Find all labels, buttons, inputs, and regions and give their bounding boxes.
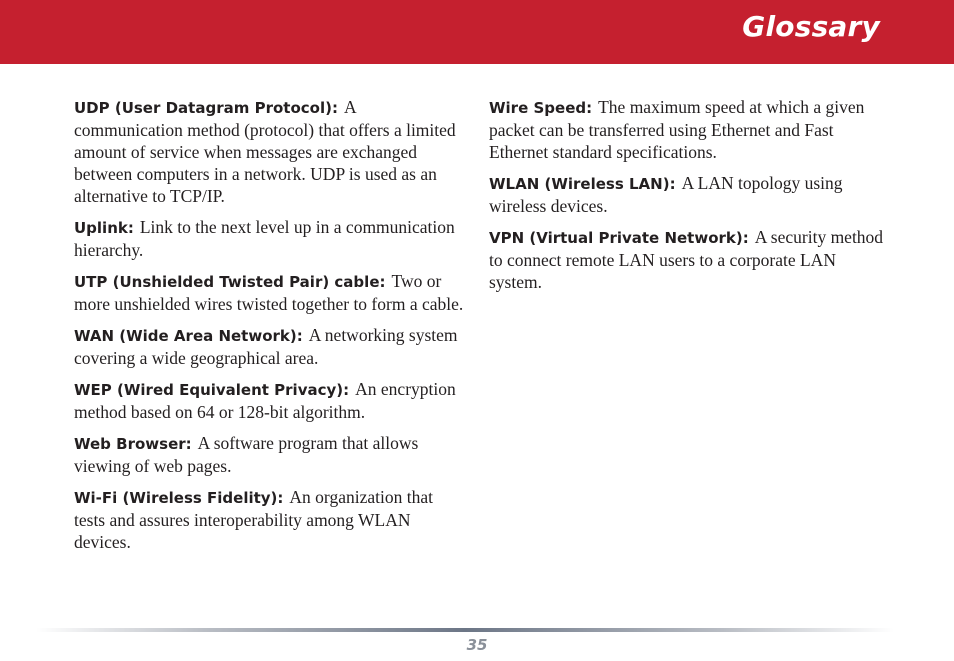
page-title: Glossary [742,10,880,43]
glossary-definition: A security method to connect remote LAN users to a corporate LAN system. [489,227,884,292]
glossary-definition: A networking system covering a wide geographical area. [74,325,458,368]
glossary-definition: A software program that allows viewing of web pages. [74,433,419,476]
glossary-term: Uplink: [74,219,134,237]
glossary-definition: An encryption method based on 64 or 128-bit algorithm. [74,379,456,422]
glossary-entry-wlan [489,172,884,217]
glossary-entry-wi-fi [74,486,466,553]
page-number: 35 [466,636,488,654]
glossary-term: UTP (Unshielded Twisted Pair) cable: [74,273,386,291]
glossary-entry-uplink [74,216,466,261]
glossary-term: Wi-Fi (Wireless Fidelity): [74,489,284,507]
glossary-definition: A communication method (protocol) that offers a limited amount of service when messages are exchanged between computers in a network. UDP is used as an alternative to TCP/IP. [74,97,456,206]
glossary-left-column [74,96,466,562]
glossary-term: WEP (Wired Equivalent Privacy): [74,381,350,399]
glossary-term: Web Browser: [74,435,192,453]
glossary-term: UDP (User Datagram Protocol): [74,99,338,117]
glossary-entry-web-browser [74,432,466,477]
glossary-definition: A LAN topology using wireless devices. [489,173,843,216]
glossary-definition: Link to the next level up in a communication hierarchy. [74,217,455,260]
footer-divider [36,628,894,632]
glossary-definition: The maximum speed at which a given packet can be transferred using Ethernet and Fast Ethernet standard specifications. [489,97,865,162]
glossary-entry-udp [74,96,466,207]
glossary-definition: An organization that tests and assures interoperability among WLAN devices. [74,487,433,552]
glossary-term: Wire Speed: [489,99,593,117]
glossary-term: WLAN (Wireless LAN): [489,175,676,193]
header-bar [0,0,954,64]
glossary-entry-utp [74,270,466,315]
glossary-right-column [489,96,884,302]
glossary-definition: Two or more unshielded wires twisted together to form a cable. [74,271,464,314]
glossary-term: VPN (Virtual Private Network): [489,229,749,247]
glossary-entry-wan [74,324,466,369]
glossary-term: WAN (Wide Area Network): [74,327,303,345]
glossary-entry-wire-speed [489,96,884,163]
glossary-entry-vpn [489,226,884,293]
glossary-entry-wep [74,378,466,423]
